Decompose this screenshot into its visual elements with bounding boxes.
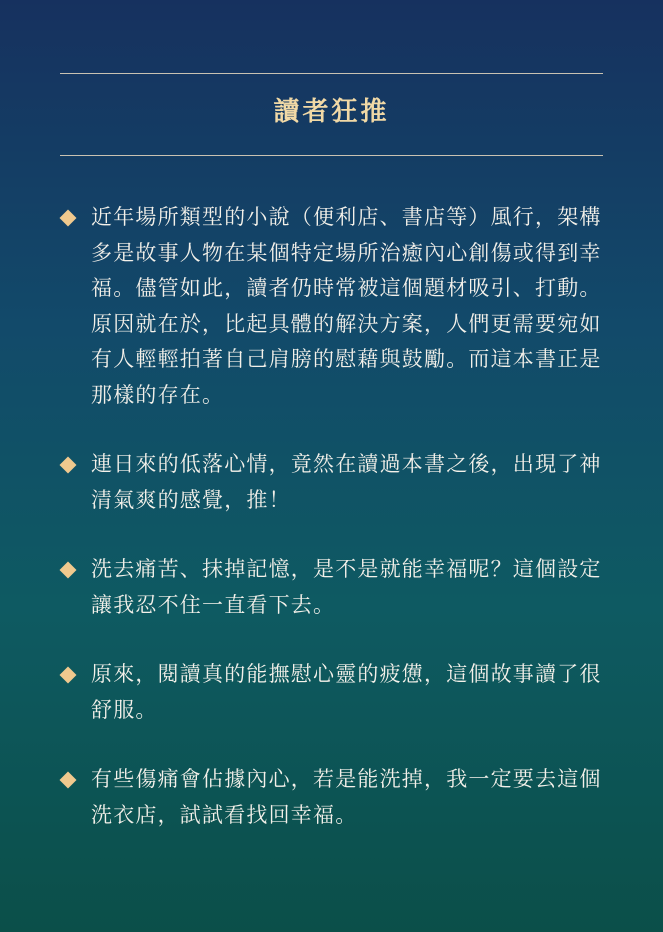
diamond-bullet-icon bbox=[60, 667, 77, 684]
testimonial-item bbox=[60, 552, 605, 623]
diamond-bullet-icon bbox=[60, 562, 77, 579]
testimonial-text: 原來，閱讀真的能撫慰心靈的疲憊，這個故事讀了很舒服。 bbox=[91, 662, 602, 722]
top-divider bbox=[60, 73, 603, 74]
testimonial-item bbox=[60, 447, 605, 518]
diamond-bullet-icon bbox=[60, 772, 77, 789]
testimonial-text: 近年場所類型的小說（便利店、書店等）風行，架構多是故事人物在某個特定場所治癒內心創傷或得到幸福。儘管如此，讀者仍時常被這個題材吸引、打動。原因就在於，比起具體的解決方案，人們更需要宛如有人輕輕拍著自己肩膀的慰藉與鼓勵。而這本書正是那樣的存在。 bbox=[91, 205, 602, 407]
testimonial-text: 有些傷痛會佔據內心，若是能洗掉，我一定要去這個洗衣店，試試看找回幸福。 bbox=[91, 767, 602, 827]
testimonial-item bbox=[60, 200, 605, 413]
testimonial-item bbox=[60, 657, 605, 728]
page-title: 讀者狂推 bbox=[273, 97, 390, 127]
testimonial-list bbox=[60, 200, 605, 867]
testimonial-text: 連日來的低落心情，竟然在讀過本書之後，出現了神清氣爽的感覺，推！ bbox=[91, 452, 602, 512]
diamond-bullet-icon bbox=[60, 210, 77, 227]
testimonial-item bbox=[60, 762, 605, 833]
testimonial-text: 洗去痛苦、抹掉記憶，是不是就能幸福呢？這個設定讓我忍不住一直看下去。 bbox=[91, 557, 602, 617]
diamond-bullet-icon bbox=[60, 457, 77, 474]
bottom-divider bbox=[60, 155, 603, 156]
